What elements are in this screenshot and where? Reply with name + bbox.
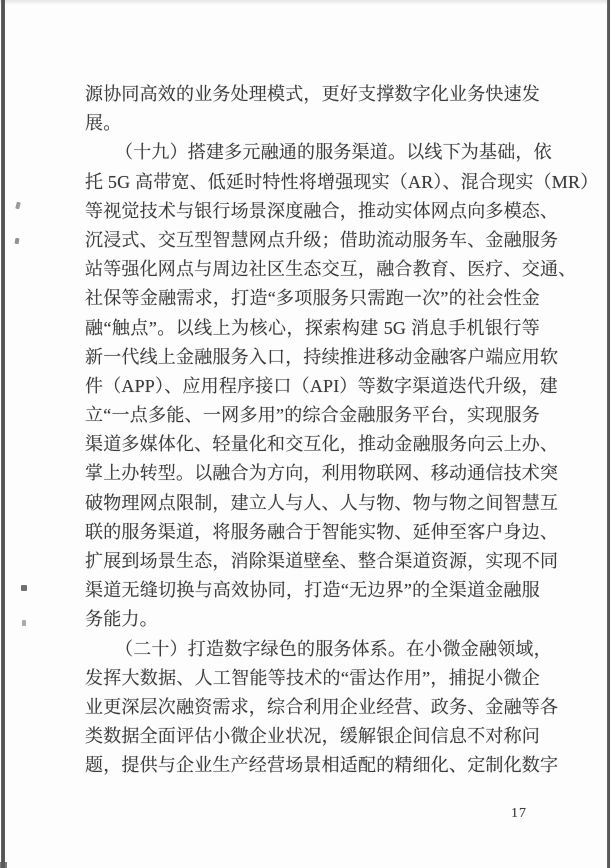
text-line: 掌上办转型。以融合为方向，利用物联网、移动通信技术突: [85, 463, 559, 484]
scan-artifact: [15, 238, 20, 245]
text-line: 等视觉技术与银行场景深度融合，推动实体网点向多模态、: [85, 200, 559, 221]
scan-artifact: [22, 620, 26, 626]
page-number: 17: [511, 806, 527, 821]
text-line: 联的服务渠道，将服务融合于智能实物、延伸至客户身边、: [85, 521, 559, 542]
text-line: 源协同高效的业务处理模式，更好支撑数字化业务快速发: [85, 84, 540, 104]
text-line: 渠道无缝切换与高效协同，打造“无边界”的全渠道金融服: [85, 580, 540, 601]
text-line: 沉浸式、交互型智慧网点升级；借助流动服务车、金融服务: [85, 229, 559, 250]
scan-artifact: [21, 585, 27, 591]
page-edge-top: [0, 0, 610, 5]
text-line: 破物理网点限制，建立人与人、人与物、物与物之间智慧互: [85, 492, 559, 513]
scan-artifact: [15, 202, 21, 210]
document-text: [85, 80, 599, 781]
text-line: 渠道多媒体化、轻量化和交互化，推动金融服务向云上办、: [85, 434, 559, 455]
text-line: 站等强化网点与周边社区生态交互，融合教育、医疗、交通、: [85, 259, 577, 280]
text-line: 发挥大数据、人工智能等技术的“雷达作用”，捕捉小微企: [85, 667, 540, 688]
text-line: 立“一点多能、一网多用”的综合金融服务平台，实现服务: [85, 405, 540, 426]
text-line: 件（APP）、应用程序接口（API）等数字渠道迭代升级，建: [85, 375, 558, 396]
text-line: 融“触点”。以线上为核心，探索构建 5G 消息手机银行等: [85, 317, 540, 338]
text-line: 新一代线上金融服务入口，持续推进移动金融客户端应用软: [85, 346, 559, 367]
text-line: 展。: [85, 113, 122, 134]
text-line: （十九）搭建多元融通的服务渠道。以线下为基础，依: [115, 142, 552, 163]
text-line: 托 5G 高带宽、低延时特性将增强现实（AR）、混合现实（MR）: [85, 171, 599, 192]
page-edge-bottom-left: [0, 862, 7, 868]
page-edge-left: [1, 0, 5, 868]
text-line: 务能力。: [85, 609, 158, 630]
text-line: （二十）打造数字绿色的服务体系。在小微金融领域，: [115, 638, 552, 659]
text-line: 业更深层次融资需求，综合利用企业经营、政务、金融等各: [85, 696, 559, 717]
text-line: 社保等金融需求，打造“多项服务只需跑一次”的社会性金: [85, 288, 540, 309]
text-line: 扩展到场景生态，消除渠道壁垒、整合渠道资源，实现不同: [85, 551, 559, 571]
text-line: 题，提供与企业生产经营场景相适配的精细化、定制化数字: [85, 755, 559, 776]
text-line: 类数据全面评估小微企业状况，缓解银企间信息不对称问: [85, 726, 540, 747]
